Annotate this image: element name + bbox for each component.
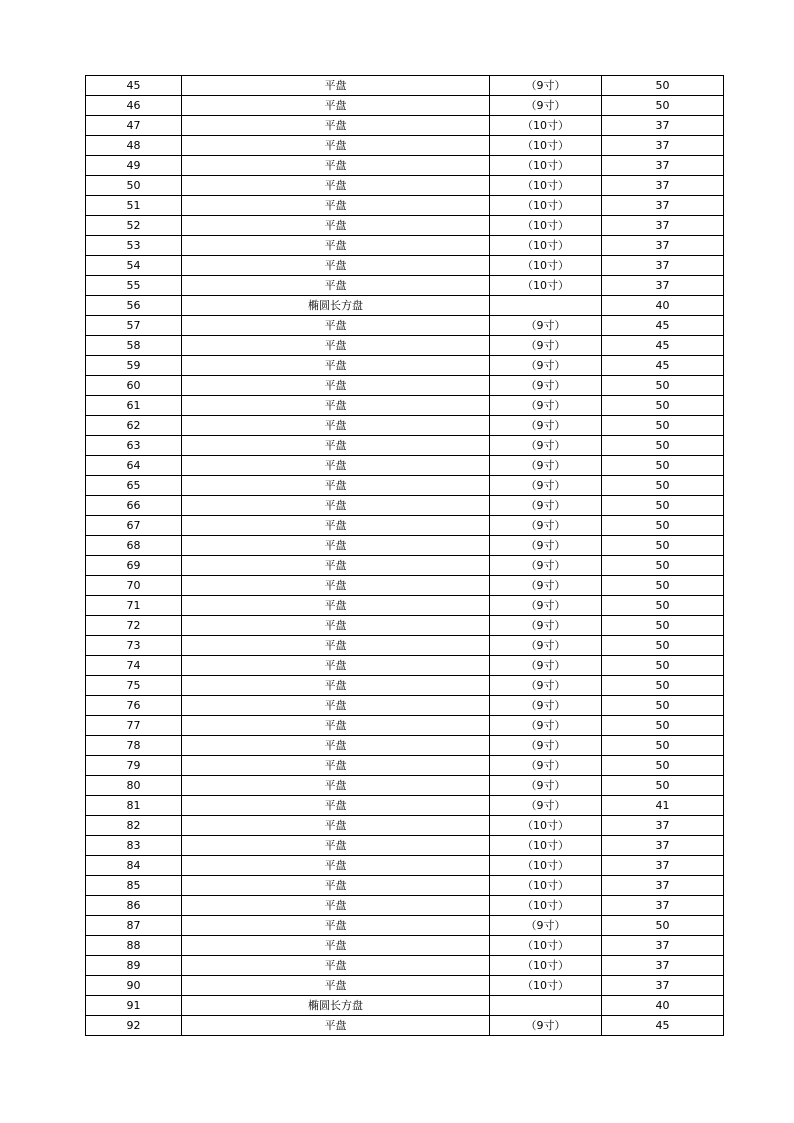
- size-cell: （9寸）: [490, 496, 602, 516]
- data-table: [85, 75, 724, 1036]
- item-name-cell: 平盘: [182, 836, 490, 856]
- quantity-cell: 37: [602, 136, 724, 156]
- table-row: [86, 896, 724, 916]
- table-body: [86, 76, 724, 1036]
- row-number-cell: 60: [86, 376, 182, 396]
- size-cell: （9寸）: [490, 916, 602, 936]
- row-number-cell: 52: [86, 216, 182, 236]
- size-cell: （9寸）: [490, 1016, 602, 1036]
- item-name-cell: 平盘: [182, 976, 490, 996]
- table-row: [86, 676, 724, 696]
- table-row: [86, 976, 724, 996]
- size-cell: （10寸）: [490, 976, 602, 996]
- item-name-cell: 平盘: [182, 196, 490, 216]
- row-number-cell: 71: [86, 596, 182, 616]
- table-row: [86, 856, 724, 876]
- item-name-cell: 平盘: [182, 616, 490, 636]
- size-cell: （10寸）: [490, 816, 602, 836]
- quantity-cell: 50: [602, 476, 724, 496]
- quantity-cell: 37: [602, 976, 724, 996]
- quantity-cell: 37: [602, 156, 724, 176]
- row-number-cell: 81: [86, 796, 182, 816]
- item-name-cell: 平盘: [182, 416, 490, 436]
- table-row: [86, 596, 724, 616]
- item-name-cell: 平盘: [182, 336, 490, 356]
- row-number-cell: 45: [86, 76, 182, 96]
- size-cell: （9寸）: [490, 316, 602, 336]
- row-number-cell: 92: [86, 1016, 182, 1036]
- table-row: [86, 276, 724, 296]
- table-row: [86, 476, 724, 496]
- quantity-cell: 37: [602, 876, 724, 896]
- item-name-cell: 平盘: [182, 276, 490, 296]
- item-name-cell: 平盘: [182, 156, 490, 176]
- size-cell: （9寸）: [490, 376, 602, 396]
- table-row: [86, 916, 724, 936]
- item-name-cell: 平盘: [182, 916, 490, 936]
- size-cell: （10寸）: [490, 236, 602, 256]
- size-cell: （9寸）: [490, 796, 602, 816]
- row-number-cell: 91: [86, 996, 182, 1016]
- size-cell: （9寸）: [490, 396, 602, 416]
- table-row: [86, 236, 724, 256]
- quantity-cell: 40: [602, 296, 724, 316]
- table-row: [86, 816, 724, 836]
- item-name-cell: 平盘: [182, 316, 490, 336]
- item-name-cell: 平盘: [182, 856, 490, 876]
- item-name-cell: 平盘: [182, 376, 490, 396]
- item-name-cell: 平盘: [182, 556, 490, 576]
- table-row: [86, 876, 724, 896]
- item-name-cell: 平盘: [182, 116, 490, 136]
- quantity-cell: 41: [602, 796, 724, 816]
- table-row: [86, 996, 724, 1016]
- table-row: [86, 316, 724, 336]
- quantity-cell: 50: [602, 616, 724, 636]
- table-row: [86, 116, 724, 136]
- quantity-cell: 50: [602, 756, 724, 776]
- row-number-cell: 73: [86, 636, 182, 656]
- size-cell: （10寸）: [490, 216, 602, 236]
- size-cell: （9寸）: [490, 676, 602, 696]
- size-cell: （9寸）: [490, 596, 602, 616]
- table-row: [86, 296, 724, 316]
- quantity-cell: 50: [602, 636, 724, 656]
- table-row: [86, 96, 724, 116]
- quantity-cell: 50: [602, 96, 724, 116]
- quantity-cell: 50: [602, 736, 724, 756]
- quantity-cell: 50: [602, 436, 724, 456]
- table-row: [86, 336, 724, 356]
- size-cell: （9寸）: [490, 96, 602, 116]
- quantity-cell: 37: [602, 256, 724, 276]
- quantity-cell: 37: [602, 896, 724, 916]
- table-row: [86, 396, 724, 416]
- table-row: [86, 636, 724, 656]
- row-number-cell: 78: [86, 736, 182, 756]
- row-number-cell: 64: [86, 456, 182, 476]
- item-name-cell: 平盘: [182, 816, 490, 836]
- quantity-cell: 50: [602, 776, 724, 796]
- size-cell: （9寸）: [490, 456, 602, 476]
- row-number-cell: 53: [86, 236, 182, 256]
- size-cell: （10寸）: [490, 856, 602, 876]
- quantity-cell: 50: [602, 576, 724, 596]
- size-cell: （10寸）: [490, 836, 602, 856]
- size-cell: （10寸）: [490, 176, 602, 196]
- item-name-cell: 平盘: [182, 736, 490, 756]
- quantity-cell: 37: [602, 176, 724, 196]
- table-row: [86, 776, 724, 796]
- size-cell: （10寸）: [490, 116, 602, 136]
- row-number-cell: 74: [86, 656, 182, 676]
- quantity-cell: 45: [602, 356, 724, 376]
- table-row: [86, 576, 724, 596]
- item-name-cell: 平盘: [182, 896, 490, 916]
- item-name-cell: 平盘: [182, 696, 490, 716]
- size-cell: （9寸）: [490, 616, 602, 636]
- row-number-cell: 72: [86, 616, 182, 636]
- quantity-cell: 50: [602, 716, 724, 736]
- table-row: [86, 756, 724, 776]
- item-name-cell: 平盘: [182, 936, 490, 956]
- quantity-cell: 40: [602, 996, 724, 1016]
- item-name-cell: 平盘: [182, 476, 490, 496]
- item-name-cell: 平盘: [182, 176, 490, 196]
- quantity-cell: 45: [602, 1016, 724, 1036]
- row-number-cell: 77: [86, 716, 182, 736]
- quantity-cell: 50: [602, 656, 724, 676]
- size-cell: [490, 296, 602, 316]
- table-row: [86, 376, 724, 396]
- quantity-cell: 50: [602, 916, 724, 936]
- item-name-cell: 平盘: [182, 76, 490, 96]
- table-row: [86, 156, 724, 176]
- item-name-cell: 平盘: [182, 576, 490, 596]
- quantity-cell: 50: [602, 396, 724, 416]
- size-cell: （9寸）: [490, 336, 602, 356]
- row-number-cell: 82: [86, 816, 182, 836]
- row-number-cell: 58: [86, 336, 182, 356]
- quantity-cell: 50: [602, 376, 724, 396]
- row-number-cell: 59: [86, 356, 182, 376]
- item-name-cell: 平盘: [182, 136, 490, 156]
- row-number-cell: 63: [86, 436, 182, 456]
- table-row: [86, 656, 724, 676]
- row-number-cell: 90: [86, 976, 182, 996]
- table-row: [86, 736, 724, 756]
- quantity-cell: 50: [602, 456, 724, 476]
- item-name-cell: 椭圆长方盘: [182, 296, 490, 316]
- size-cell: （10寸）: [490, 276, 602, 296]
- row-number-cell: 84: [86, 856, 182, 876]
- size-cell: （10寸）: [490, 256, 602, 276]
- table-row: [86, 716, 724, 736]
- quantity-cell: 45: [602, 316, 724, 336]
- row-number-cell: 87: [86, 916, 182, 936]
- item-name-cell: 平盘: [182, 456, 490, 476]
- row-number-cell: 51: [86, 196, 182, 216]
- row-number-cell: 47: [86, 116, 182, 136]
- size-cell: （10寸）: [490, 896, 602, 916]
- item-name-cell: 平盘: [182, 656, 490, 676]
- row-number-cell: 76: [86, 696, 182, 716]
- row-number-cell: 85: [86, 876, 182, 896]
- size-cell: [490, 996, 602, 1016]
- size-cell: （9寸）: [490, 756, 602, 776]
- item-name-cell: 平盘: [182, 676, 490, 696]
- row-number-cell: 57: [86, 316, 182, 336]
- quantity-cell: 37: [602, 856, 724, 876]
- row-number-cell: 79: [86, 756, 182, 776]
- table-row: [86, 696, 724, 716]
- table-row: [86, 136, 724, 156]
- row-number-cell: 50: [86, 176, 182, 196]
- row-number-cell: 49: [86, 156, 182, 176]
- item-name-cell: 平盘: [182, 516, 490, 536]
- row-number-cell: 67: [86, 516, 182, 536]
- table-row: [86, 196, 724, 216]
- item-name-cell: 平盘: [182, 956, 490, 976]
- item-name-cell: 平盘: [182, 496, 490, 516]
- item-name-cell: 平盘: [182, 796, 490, 816]
- size-cell: （10寸）: [490, 156, 602, 176]
- size-cell: （10寸）: [490, 936, 602, 956]
- row-number-cell: 54: [86, 256, 182, 276]
- size-cell: （10寸）: [490, 876, 602, 896]
- item-name-cell: 平盘: [182, 216, 490, 236]
- quantity-cell: 50: [602, 556, 724, 576]
- size-cell: （10寸）: [490, 136, 602, 156]
- size-cell: （9寸）: [490, 776, 602, 796]
- table-row: [86, 76, 724, 96]
- item-name-cell: 平盘: [182, 596, 490, 616]
- row-number-cell: 83: [86, 836, 182, 856]
- size-cell: （9寸）: [490, 516, 602, 536]
- table-row: [86, 616, 724, 636]
- row-number-cell: 56: [86, 296, 182, 316]
- row-number-cell: 75: [86, 676, 182, 696]
- quantity-cell: 37: [602, 276, 724, 296]
- table-row: [86, 956, 724, 976]
- table-row: [86, 456, 724, 476]
- row-number-cell: 65: [86, 476, 182, 496]
- item-name-cell: 平盘: [182, 256, 490, 276]
- row-number-cell: 69: [86, 556, 182, 576]
- table-row: [86, 516, 724, 536]
- table-row: [86, 1016, 724, 1036]
- item-name-cell: 平盘: [182, 716, 490, 736]
- item-name-cell: 平盘: [182, 776, 490, 796]
- row-number-cell: 68: [86, 536, 182, 556]
- row-number-cell: 70: [86, 576, 182, 596]
- size-cell: （9寸）: [490, 736, 602, 756]
- size-cell: （9寸）: [490, 696, 602, 716]
- row-number-cell: 46: [86, 96, 182, 116]
- size-cell: （9寸）: [490, 436, 602, 456]
- row-number-cell: 55: [86, 276, 182, 296]
- quantity-cell: 50: [602, 76, 724, 96]
- quantity-cell: 50: [602, 696, 724, 716]
- row-number-cell: 80: [86, 776, 182, 796]
- table-row: [86, 936, 724, 956]
- item-name-cell: 平盘: [182, 756, 490, 776]
- item-name-cell: 平盘: [182, 436, 490, 456]
- item-name-cell: 椭圆长方盘: [182, 996, 490, 1016]
- row-number-cell: 89: [86, 956, 182, 976]
- table-row: [86, 496, 724, 516]
- quantity-cell: 50: [602, 596, 724, 616]
- item-name-cell: 平盘: [182, 1016, 490, 1036]
- size-cell: （9寸）: [490, 716, 602, 736]
- table-row: [86, 536, 724, 556]
- quantity-cell: 50: [602, 516, 724, 536]
- row-number-cell: 62: [86, 416, 182, 436]
- row-number-cell: 66: [86, 496, 182, 516]
- size-cell: （9寸）: [490, 636, 602, 656]
- size-cell: （9寸）: [490, 356, 602, 376]
- table-row: [86, 436, 724, 456]
- row-number-cell: 61: [86, 396, 182, 416]
- row-number-cell: 86: [86, 896, 182, 916]
- table-row: [86, 796, 724, 816]
- size-cell: （9寸）: [490, 476, 602, 496]
- quantity-cell: 37: [602, 936, 724, 956]
- row-number-cell: 48: [86, 136, 182, 156]
- quantity-cell: 50: [602, 676, 724, 696]
- size-cell: （9寸）: [490, 556, 602, 576]
- quantity-cell: 50: [602, 536, 724, 556]
- table-row: [86, 356, 724, 376]
- table-row: [86, 216, 724, 236]
- quantity-cell: 37: [602, 116, 724, 136]
- item-name-cell: 平盘: [182, 876, 490, 896]
- quantity-cell: 50: [602, 496, 724, 516]
- size-cell: （10寸）: [490, 956, 602, 976]
- quantity-cell: 37: [602, 836, 724, 856]
- quantity-cell: 37: [602, 216, 724, 236]
- item-name-cell: 平盘: [182, 396, 490, 416]
- quantity-cell: 37: [602, 236, 724, 256]
- quantity-cell: 37: [602, 956, 724, 976]
- size-cell: （9寸）: [490, 536, 602, 556]
- size-cell: （9寸）: [490, 416, 602, 436]
- row-number-cell: 88: [86, 936, 182, 956]
- table-row: [86, 836, 724, 856]
- item-name-cell: 平盘: [182, 96, 490, 116]
- quantity-cell: 50: [602, 416, 724, 436]
- item-name-cell: 平盘: [182, 636, 490, 656]
- item-name-cell: 平盘: [182, 356, 490, 376]
- item-name-cell: 平盘: [182, 236, 490, 256]
- table-row: [86, 416, 724, 436]
- quantity-cell: 37: [602, 816, 724, 836]
- size-cell: （10寸）: [490, 196, 602, 216]
- quantity-cell: 37: [602, 196, 724, 216]
- table-row: [86, 256, 724, 276]
- quantity-cell: 45: [602, 336, 724, 356]
- size-cell: （9寸）: [490, 76, 602, 96]
- table-row: [86, 556, 724, 576]
- size-cell: （9寸）: [490, 656, 602, 676]
- table-row: [86, 176, 724, 196]
- item-name-cell: 平盘: [182, 536, 490, 556]
- size-cell: （9寸）: [490, 576, 602, 596]
